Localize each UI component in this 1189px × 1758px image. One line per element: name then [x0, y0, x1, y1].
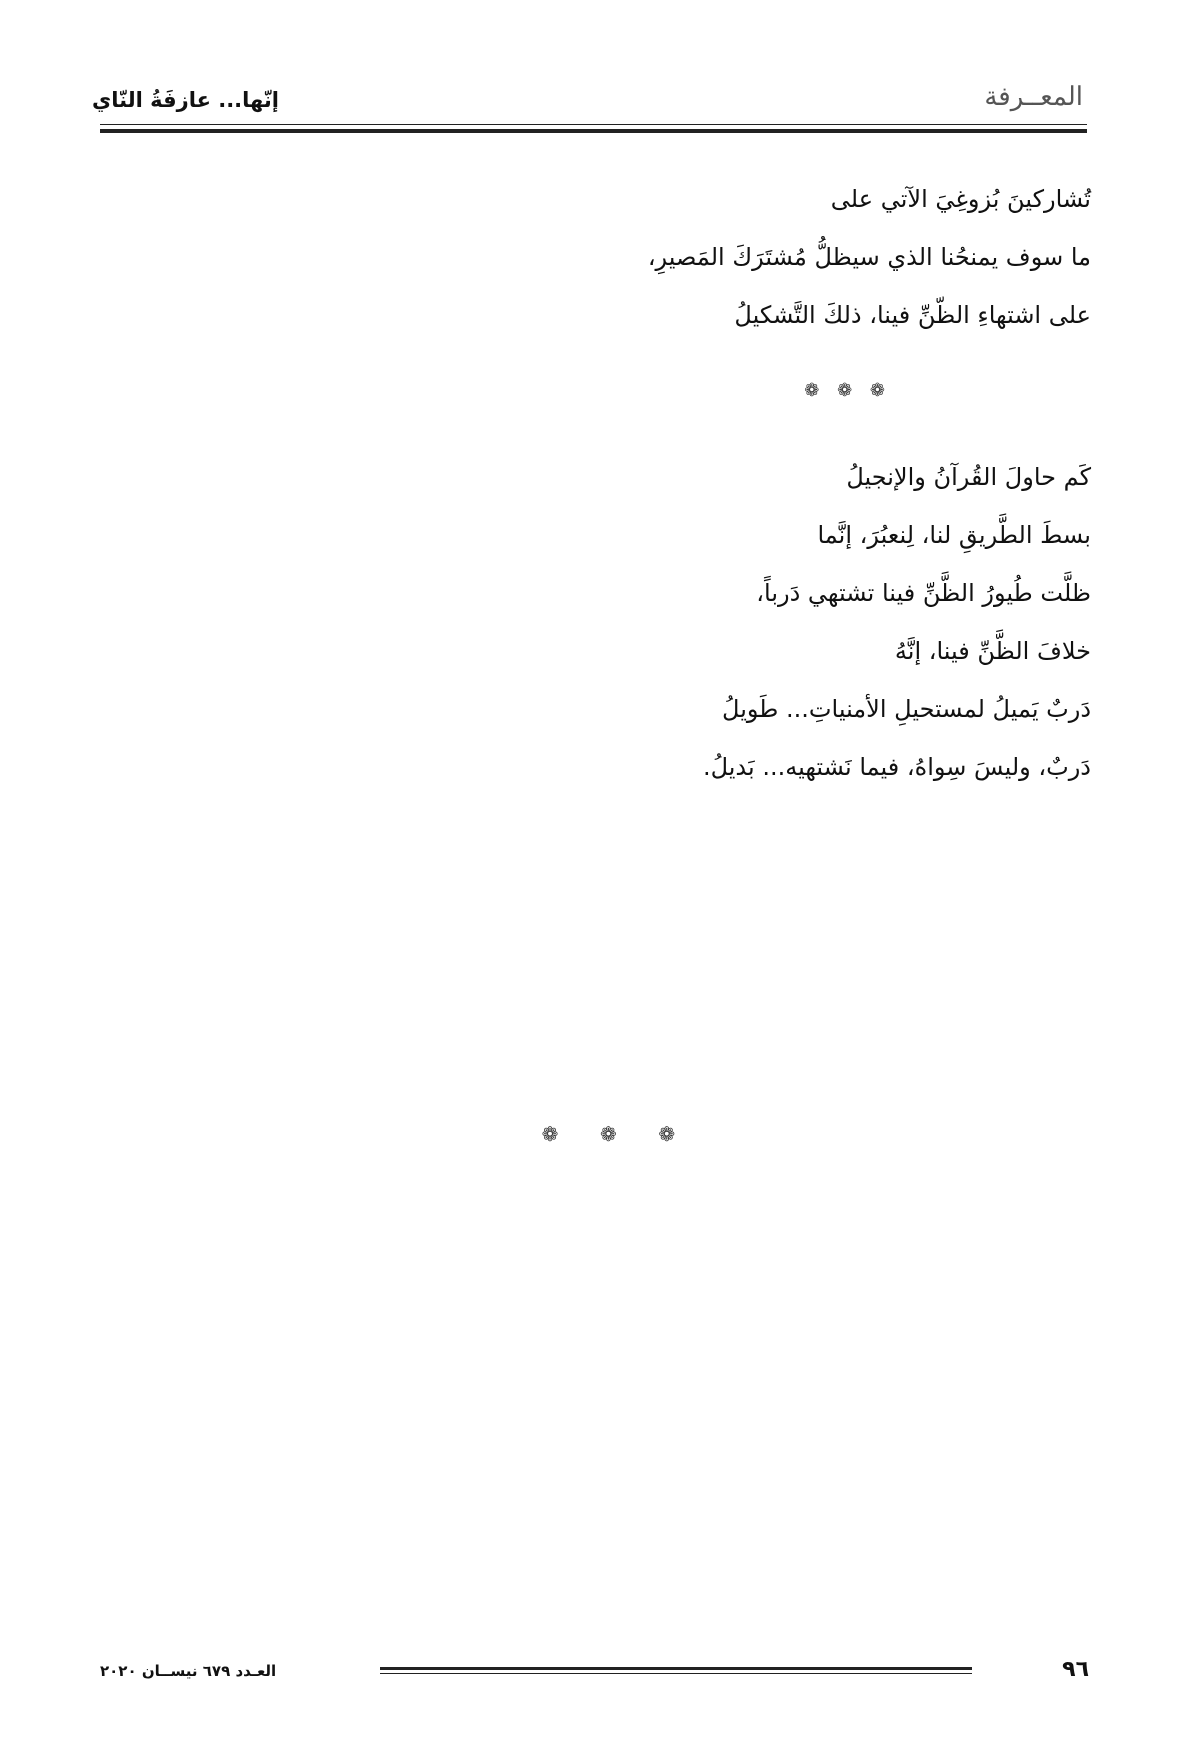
poem-body: [471, 170, 1091, 796]
verse-line: دَربٌ، وليسَ سِواهُ، فيما نَشتهيه... بَديلُ.: [702, 753, 1091, 781]
verse-line: ظلَّت طُيورُ الظَّنِّ فينا تشتهي دَرباً،: [756, 579, 1091, 607]
flower-ornament-icon: ❁ ❁ ❁: [804, 380, 891, 401]
flower-ornament-icon: ❁: [541, 1122, 559, 1146]
verse-line: تُشاركينَ بُزوغِيَ الآتي على: [830, 185, 1091, 213]
verse-line: بسطَ الطَّريقِ لنا، لِنعبُرَ، إنَّما: [817, 521, 1091, 549]
page-number: ٩٦: [1062, 1657, 1089, 1682]
footer-rule-thick: [380, 1667, 972, 1670]
verse-line: كَم حاولَ القُرآنُ والإنجيلُ: [846, 463, 1091, 491]
magazine-logo: المعــرفة: [984, 82, 1083, 112]
flower-ornament-icon: ❁: [658, 1122, 676, 1146]
header-rule-thin: [100, 124, 1087, 125]
verse-line: خلافَ الظَّنِّ فينا، إنَّهُ: [894, 637, 1091, 665]
flower-ornament-icon: ❁: [599, 1122, 617, 1146]
verse-line: على اشتهاءِ الظّنِّ فينا، ذلكَ التَّشكيلُ: [734, 301, 1091, 329]
verse-line: ما سوف يمنحُنا الذي سيظلُّ مُشتَرَكَ المَصيرِ،: [647, 243, 1091, 271]
issue-info: العـدد ٦٧٩ نيســان ٢٠٢٠: [100, 1662, 277, 1680]
article-title: إنّها... عازفَةُ النّاي: [92, 88, 279, 112]
header-rule-thick: [100, 129, 1087, 133]
verse-line: دَربٌ يَميلُ لمستحيلِ الأمنياتِ... طَويلُ: [722, 695, 1091, 723]
stanza-2: [471, 448, 1091, 796]
stanza-divider: [471, 344, 1091, 448]
end-ornament: [524, 1122, 693, 1146]
footer-rule-thin: [380, 1673, 972, 1674]
stanza-1: [471, 170, 1091, 344]
